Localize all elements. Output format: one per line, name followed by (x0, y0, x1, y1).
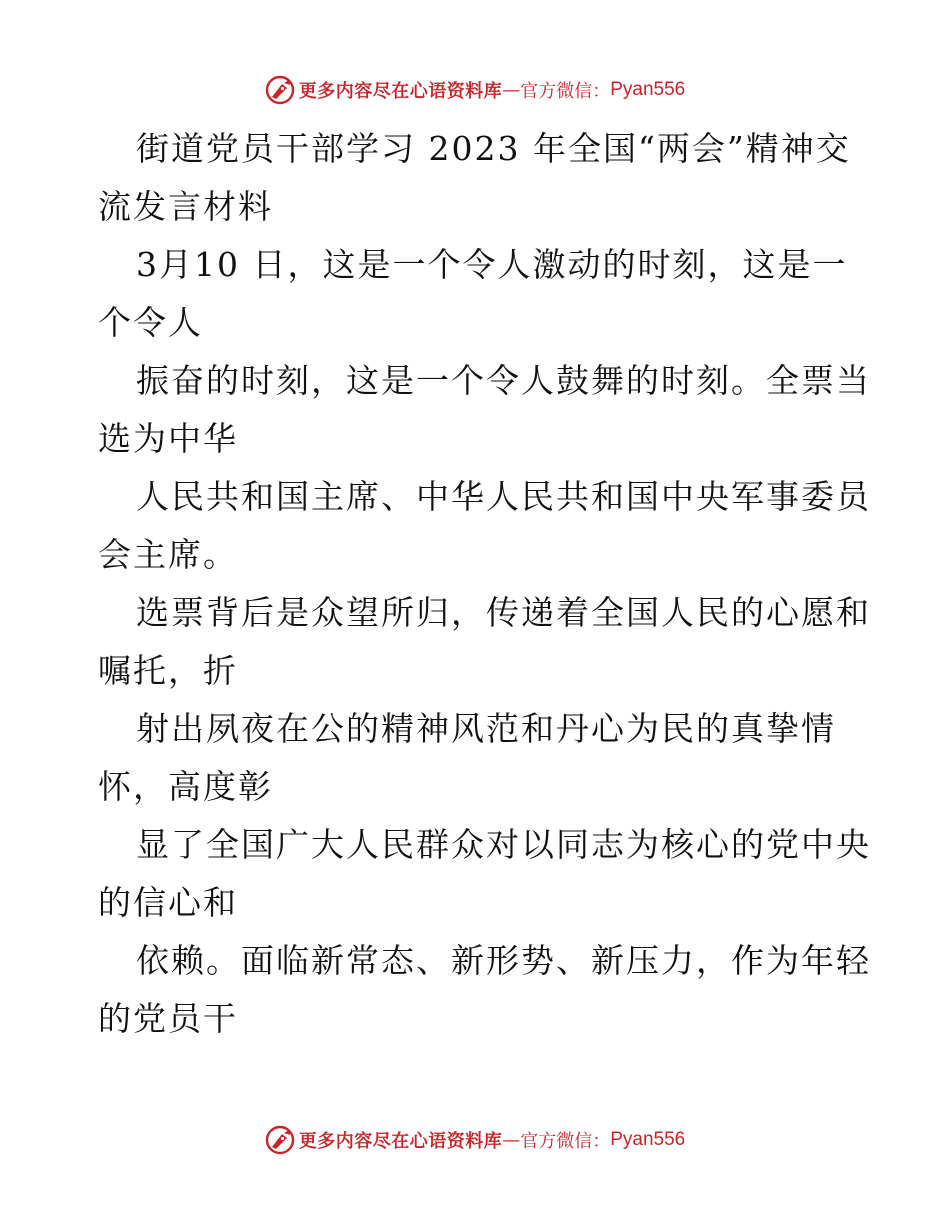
paragraph-line: 3月10 日，这是一个令人激动的时刻，这是一 (136, 245, 848, 284)
paragraph-line: 的党员干 (98, 999, 238, 1038)
paragraph-line: 依赖。面临新常态、新形势、新压力，作为年轻 (136, 941, 871, 980)
banner-wechat-label: 官方微信： (520, 81, 611, 102)
banner-site-text: 更多内容尽在心语资料库 (298, 81, 503, 102)
banner-dash: — (502, 1129, 521, 1151)
paragraph-line: 嘱托，折 (98, 651, 238, 690)
banner-dash: — (502, 79, 521, 101)
document-body (98, 120, 871, 1048)
paragraph-line: 选票背后是众望所归，传递着全国人民的心愿和 (136, 593, 871, 632)
paragraph-line: 的信心和 (98, 883, 238, 922)
header-banner (0, 70, 950, 110)
paragraph-line: 射出夙夜在公的精神风范和丹心为民的真挚情 (136, 709, 836, 748)
paragraph-line: 个令人 (98, 303, 203, 342)
paragraph-line: 显了全国广大人民群众对以同志为核心的党中央 (136, 825, 871, 864)
paragraph-line: 人民共和国主席、中华人民共和国中央军事委员 (136, 477, 871, 516)
pen-nib-logo-icon (265, 75, 295, 105)
footer-banner (0, 1120, 950, 1160)
pen-nib-logo-icon (265, 1125, 295, 1155)
title-line-2: 流发言材料 (98, 187, 273, 226)
banner-site-text: 更多内容尽在心语资料库 (298, 1131, 503, 1152)
paragraph-line: 选为中华 (98, 419, 238, 458)
paragraph-line: 会主席。 (98, 535, 238, 574)
paragraph-line: 怀，高度彰 (98, 767, 273, 806)
banner-wechat-id: Pyan556 (610, 1129, 686, 1150)
title-line-1: 街道党员干部学习 2023 年全国“两会”精神交 (136, 129, 851, 168)
paragraph-line: 振奋的时刻，这是一个令人鼓舞的时刻。全票当 (136, 361, 871, 400)
banner-wechat-id: Pyan556 (610, 79, 686, 100)
banner-wechat-label: 官方微信： (520, 1131, 611, 1152)
